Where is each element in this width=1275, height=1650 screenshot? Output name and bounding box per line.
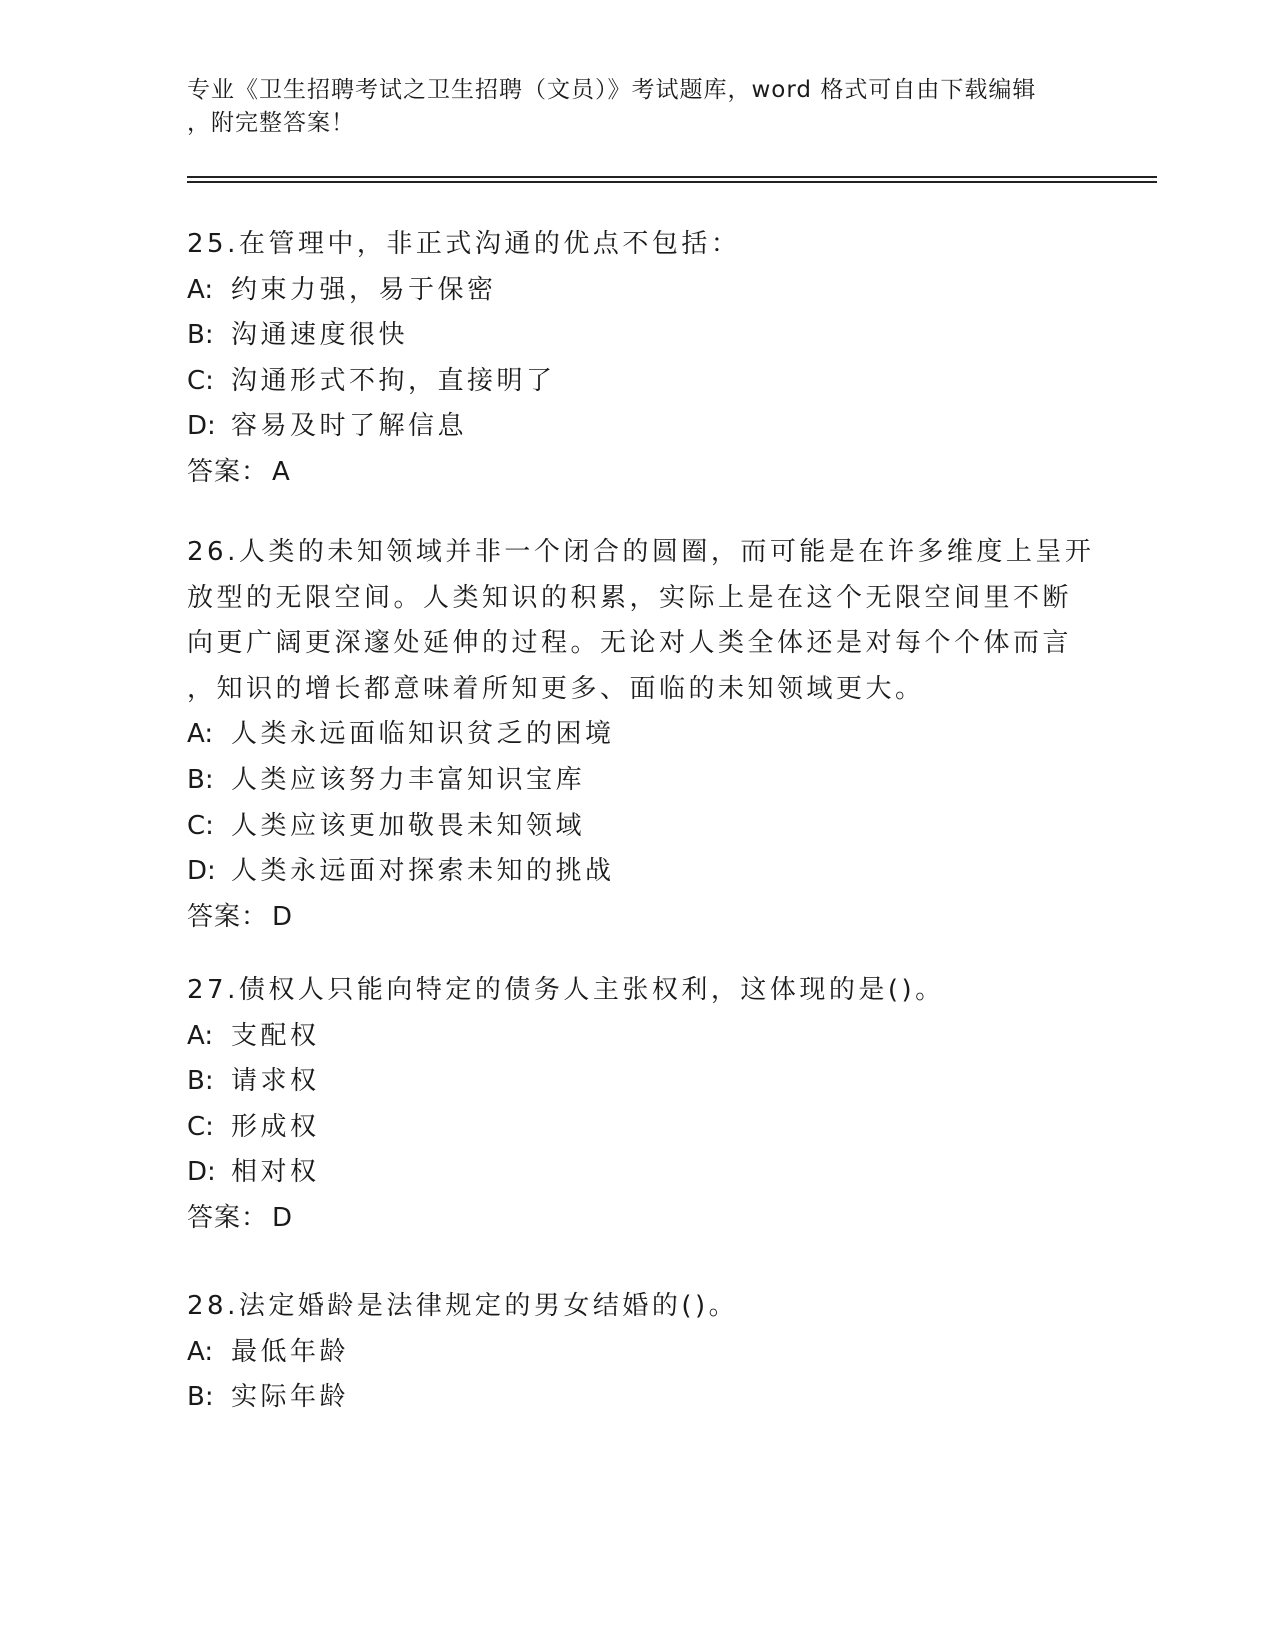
option-a [187,268,1087,314]
question-stem [187,968,1087,1014]
option-text: 约束力强，易于保密 [231,274,497,305]
option-letter: A: [187,1336,214,1367]
option-text: 相对权 [231,1157,320,1188]
option-c [187,1105,1087,1151]
option-letter: B: [187,320,214,351]
option-text: 沟通形式不拘，直接明了 [231,365,556,396]
answer-value: D [272,1202,294,1233]
option-c [187,359,1087,405]
option-letter: A: [187,719,214,750]
option-text: 实际年龄 [231,1382,350,1413]
option-a [187,712,1087,758]
option-text: 人类应该努力丰富知识宝库 [231,764,586,795]
answer-label: 答案： [187,456,269,487]
header-divider-bottom [187,181,1157,183]
document-header [187,74,1087,140]
option-b [187,313,1087,359]
answer [187,895,1087,941]
option-letter: D: [187,856,216,887]
question-26 [187,530,1095,940]
question-25 [187,222,1087,496]
option-d [187,404,1087,450]
option-text: 沟通速度很快 [231,320,409,351]
question-stem-line: ，知识的增长都意味着所知更多、面临的未知领域更大。 [187,673,925,704]
question-stem-line: 27.债权人只能向特定的债务人主张权利，这体现的是()。 [187,975,945,1005]
question-stem-line: 向更广阔更深邃处延伸的过程。无论对人类全体还是对每个个体而言 [187,628,1073,659]
option-d [187,1150,1087,1196]
option-letter: C: [187,810,214,841]
option-letter: C: [187,1111,214,1142]
header-title-line-1: 专业《卫生招聘考试之卫生招聘（文员）》考试题库，word 格式可自由下载编辑 [187,77,1037,103]
option-letter: D: [187,1157,216,1188]
answer-value: D [272,901,294,932]
question-stem [187,530,1095,712]
option-d [187,849,1087,895]
option-b [187,758,1087,804]
option-c [187,804,1087,850]
option-text: 最低年龄 [231,1336,350,1367]
question-28 [187,1284,1087,1421]
option-text: 人类应该更加敬畏未知领域 [231,810,586,841]
option-letter: A: [187,1020,214,1051]
question-stem-line: 25.在管理中，非正式沟通的优点不包括： [187,229,741,259]
question-stem [187,222,1087,268]
option-letter: C: [187,365,214,396]
option-letter: B: [187,1382,214,1413]
option-b [187,1375,1087,1421]
option-letter: D: [187,411,216,442]
answer-value: A [272,456,291,487]
answer [187,1196,1087,1242]
option-text: 请求权 [231,1066,320,1097]
question-stem [187,1284,1087,1330]
option-letter: A: [187,274,214,305]
answer-label: 答案： [187,901,269,932]
option-text: 人类永远面临知识贫乏的困境 [231,719,615,750]
question-stem-line: 放型的无限空间。人类知识的积累，实际上是在这个无限空间里不断 [187,582,1073,613]
header-title-line-2: ，附完整答案！ [187,110,355,136]
answer [187,450,1087,496]
option-text: 支配权 [231,1020,320,1051]
option-text: 人类永远面对探索未知的挑战 [231,856,615,887]
question-27 [187,968,1087,1242]
question-stem-line: 26.人类的未知领域并非一个闭合的圆圈，而可能是在许多维度上呈开 [187,537,1095,567]
option-letter: B: [187,1066,214,1097]
option-text: 形成权 [231,1111,320,1142]
option-text: 容易及时了解信息 [231,411,468,442]
option-a [187,1014,1087,1060]
header-divider-top [187,176,1157,178]
option-letter: B: [187,764,214,795]
answer-label: 答案： [187,1202,269,1233]
question-stem-line: 28.法定婚龄是法律规定的男女结婚的()。 [187,1291,739,1321]
option-a [187,1330,1087,1376]
option-b [187,1059,1087,1105]
